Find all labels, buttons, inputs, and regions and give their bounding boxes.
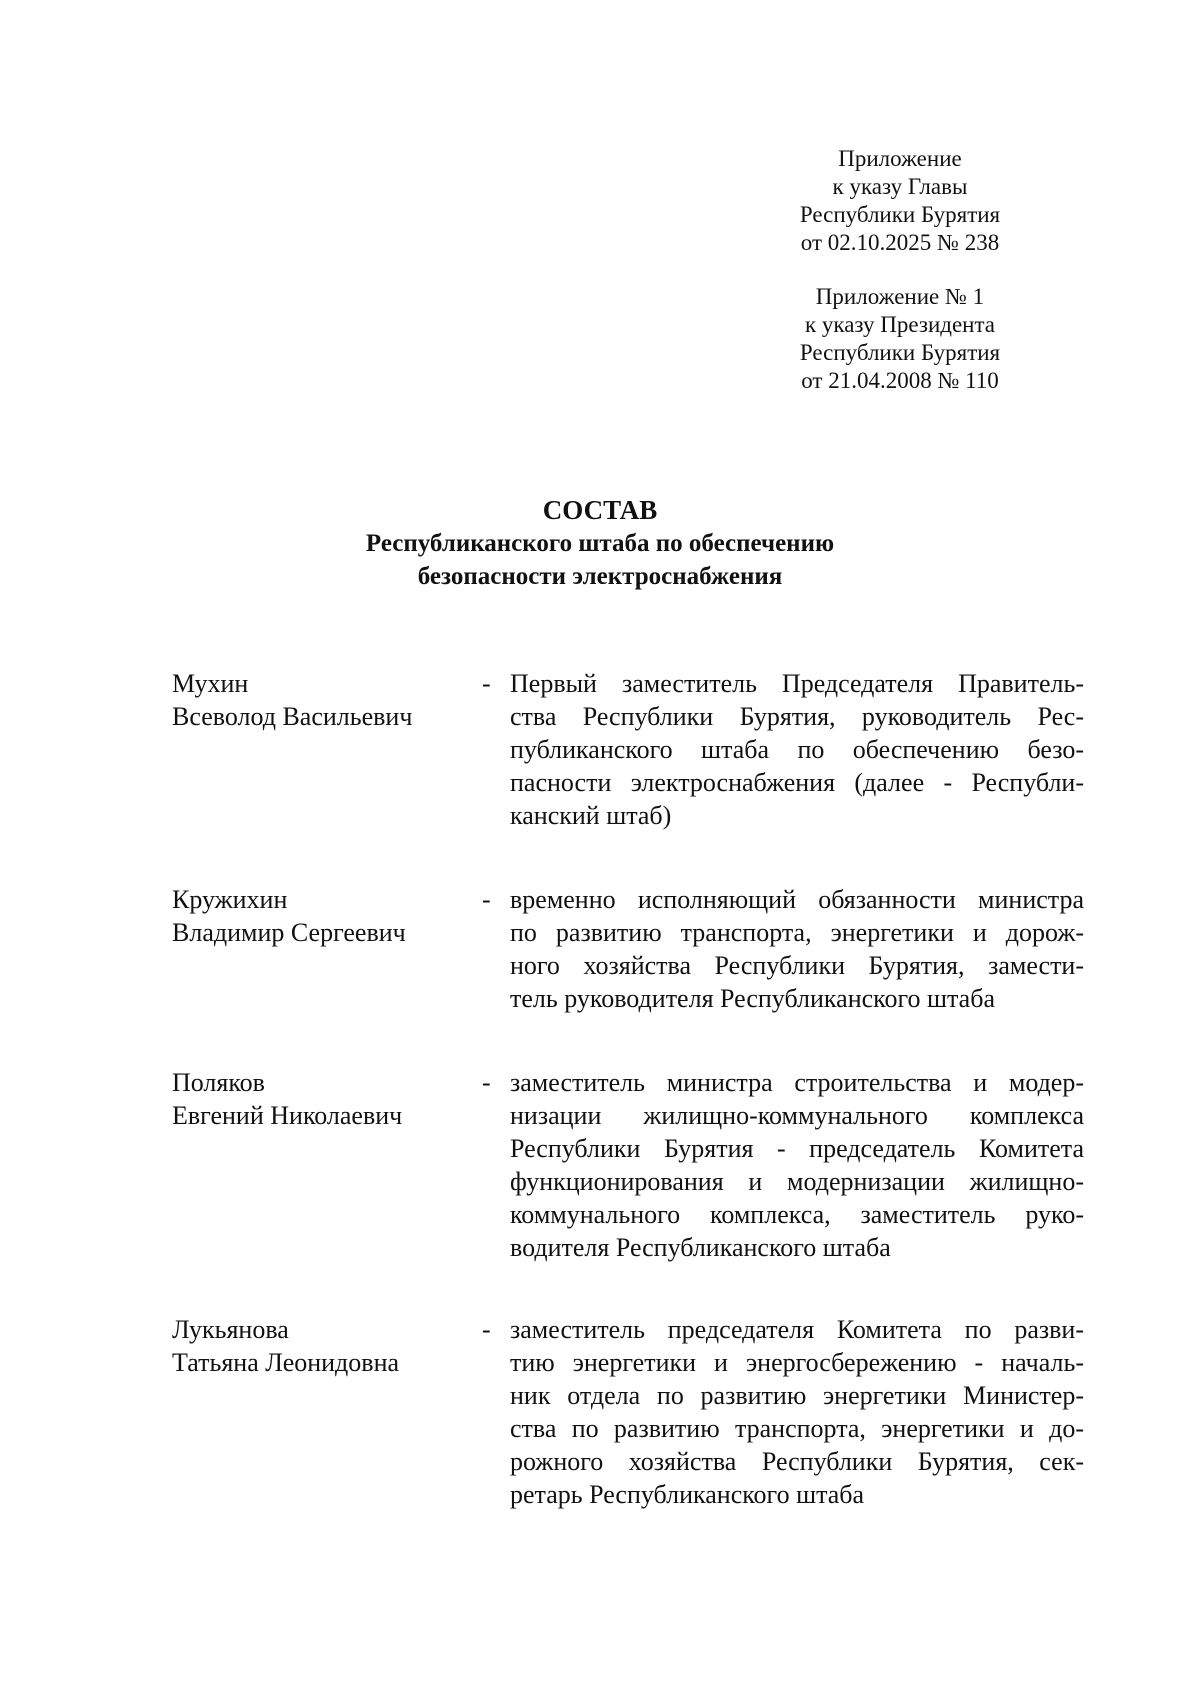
member-role-line: ства Республики Бурятия, руководитель Рес-: [510, 702, 1084, 731]
member-role: [510, 667, 1084, 832]
member-role: [510, 883, 1084, 1015]
appendix-current-line: к указу Главы: [832, 174, 968, 199]
member-surname: Лукьянова: [172, 1315, 289, 1344]
member-surname: Мухин: [172, 669, 249, 698]
member-role-line: Первый заместитель Председателя Правитель-: [510, 669, 1084, 698]
appendix-current-line: Республики Бурятия: [799, 202, 1001, 227]
member-role-line: тию энергетики и энергосбережению - началь-: [510, 1348, 1084, 1377]
member-role-line: публиканского штаба по обеспечению безо-: [510, 735, 1084, 764]
member-role-line: ства по развитию транспорта, энергетики и до-: [510, 1414, 1084, 1443]
member-role-line: временно исполняющий обязанности министра: [510, 885, 1084, 914]
member-name: [172, 883, 472, 949]
appendix-original-block: [760, 283, 1040, 395]
member-role-line: коммунального комплекса, заместитель руко-: [510, 1200, 1084, 1229]
member-role-line: водителя Республиканского штаба: [510, 1233, 891, 1262]
member-role: [510, 1066, 1084, 1264]
member-surname: Поляков: [172, 1068, 265, 1097]
member-dash: -: [482, 669, 491, 698]
appendix-original-line: к указу Президента: [804, 312, 996, 337]
appendix-current-line: от 02.10.2025 № 238: [800, 230, 1000, 255]
member-role-line: канский штаб): [510, 801, 672, 830]
member-role-line: ного хозяйства Республики Бурятия, замести-: [510, 951, 1084, 980]
member-given-names: Всеволод Васильевич: [172, 702, 413, 731]
appendix-original-line: Республики Бурятия: [799, 340, 1001, 365]
member-role-line: ник отдела по развитию энергетики Министер-: [510, 1381, 1084, 1410]
member-dash: -: [482, 1315, 491, 1344]
member-given-names: Евгений Николаевич: [172, 1101, 403, 1130]
member-role-line: рожного хозяйства Республики Бурятия, сек-: [510, 1447, 1084, 1476]
member-name: [172, 667, 472, 733]
appendix-original-line: Приложение № 1: [815, 284, 985, 309]
appendix-current-line: Приложение: [838, 146, 962, 171]
member-surname: Кружихин: [172, 885, 288, 914]
appendix-current-block: [760, 145, 1040, 257]
member-name: [172, 1313, 472, 1379]
member-dash: -: [482, 885, 491, 914]
member-role-line: ретарь Республиканского штаба: [510, 1480, 865, 1509]
member-given-names: Владимир Сергеевич: [172, 918, 406, 947]
member-role-line: заместитель министра строительства и модер-: [510, 1068, 1084, 1097]
appendix-original-line: от 21.04.2008 № 110: [801, 368, 999, 393]
member-role-line: заместитель председателя Комитета по разви-: [510, 1315, 1084, 1344]
member-dash: -: [482, 1068, 491, 1097]
member-role-line: по развитию транспорта, энергетики и дорож-: [510, 918, 1084, 947]
title-main: СОСТАВ: [542, 495, 658, 525]
member-given-names: Татьяна Леонидовна: [172, 1348, 400, 1377]
member-name: [172, 1066, 472, 1132]
document-title: [0, 493, 1200, 593]
member-role-line: функционирования и модернизации жилищно-: [510, 1167, 1084, 1196]
member-role-line: низации жилищно-коммунального комплекса: [510, 1101, 1084, 1130]
member-role-line: тель руководителя Республиканского штаба: [510, 984, 995, 1013]
member-role-line: Республики Бурятия - председатель Комитета: [510, 1134, 1084, 1163]
member-role: [510, 1313, 1084, 1511]
member-role-line: пасности электроснабжения (далее - Республи-: [510, 768, 1084, 797]
title-sub-line: безопасности электроснабжения: [417, 563, 783, 590]
title-sub-line: Республиканского штаба по обеспечению: [365, 530, 835, 557]
